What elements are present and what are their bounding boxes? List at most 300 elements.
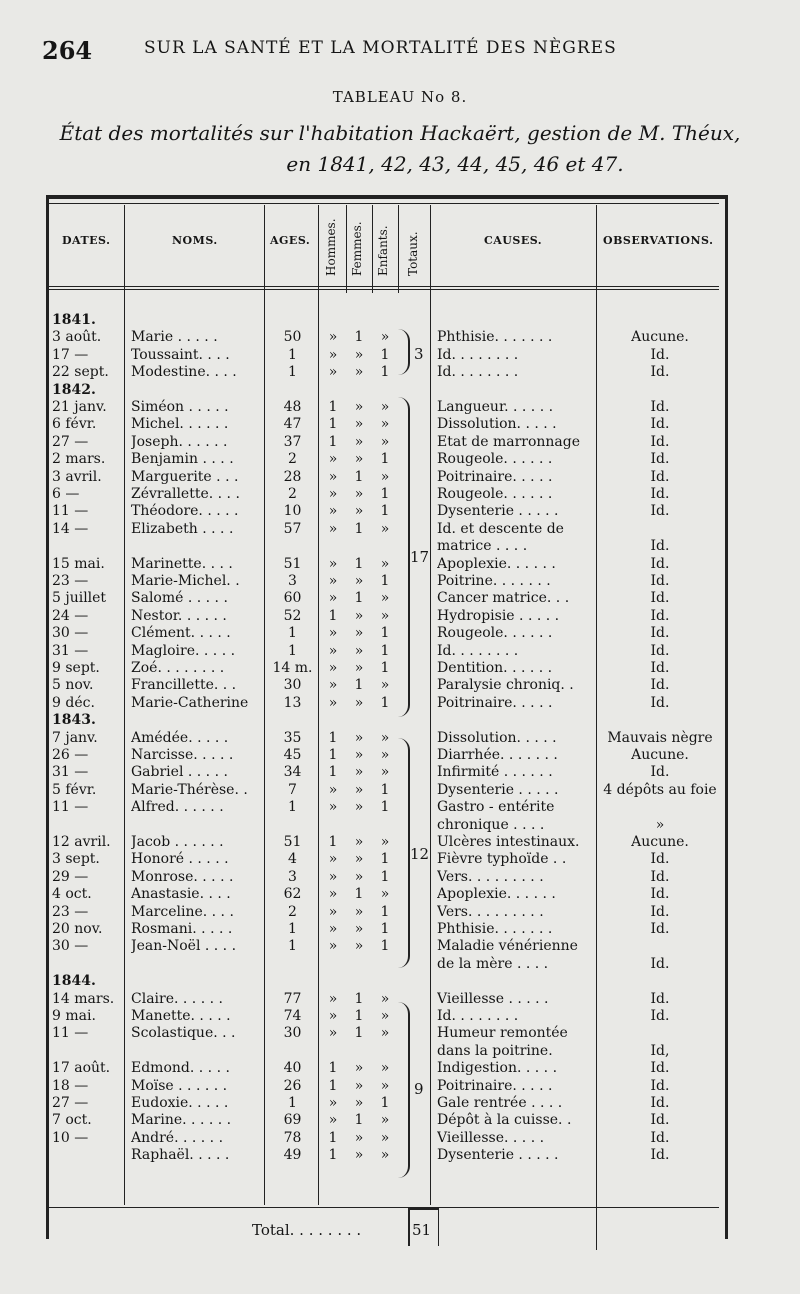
row-hommes: »: [328, 503, 338, 520]
row-cause: Phthisie. . . . . . .: [437, 921, 553, 937]
row-hommes: »: [328, 677, 338, 694]
row-date: 29 —: [52, 868, 89, 885]
row-date: 21 janv.: [52, 399, 107, 415]
row-femmes: »: [354, 451, 364, 468]
header-hommes: Hommes.: [324, 218, 338, 276]
row-femmes: »: [354, 346, 364, 363]
row-age: 40: [283, 1060, 302, 1077]
row-femmes: 1: [354, 468, 364, 485]
row-date: 5 juillet: [52, 590, 107, 607]
row-age: 51: [283, 834, 302, 850]
row-observation: Id.: [650, 1112, 670, 1129]
row-cause: Rougeole. . . . . .: [437, 451, 553, 468]
row-date: 31 —: [52, 642, 89, 659]
row-femmes: 1: [354, 590, 364, 607]
row-name: Edmond. . . . .: [131, 1060, 230, 1077]
row-age: 1: [288, 921, 297, 937]
row-hommes: 1: [328, 399, 338, 415]
row-age: 4: [288, 851, 297, 868]
row-cause: Cancer matrice. . .: [437, 590, 570, 607]
row-age: 1: [288, 938, 297, 955]
row-femmes: »: [354, 642, 364, 659]
row-hommes: »: [328, 781, 338, 798]
row-hommes: 1: [328, 747, 338, 763]
row-enfants: »: [380, 1008, 390, 1024]
row-date: 7 oct.: [52, 1112, 92, 1129]
row-cause: Dysenterie . . . . .: [437, 503, 559, 520]
row-name: Marinette. . . .: [131, 555, 233, 572]
row-observation: Id.: [650, 642, 670, 659]
row-cause: Vers. . . . . . . . .: [437, 903, 544, 920]
bracket-1843: [398, 738, 410, 968]
row-age: 2: [288, 486, 297, 502]
row-enfants: »: [380, 590, 390, 607]
row-observation: Id.: [650, 660, 670, 676]
row-name: Amédée. . . . .: [131, 729, 229, 746]
header-femmes: Femmes.: [350, 221, 364, 276]
row-enfants: 1: [380, 903, 390, 920]
row-hommes: »: [328, 468, 338, 485]
row-hommes: »: [328, 921, 338, 937]
row-name: Claire. . . . . .: [131, 990, 223, 1007]
row-age: 26: [283, 1077, 302, 1094]
row-name: Benjamin . . . .: [131, 451, 234, 468]
row-date: 5 nov.: [52, 677, 94, 694]
row-date: 27 —: [52, 1095, 89, 1111]
row-hommes: »: [328, 486, 338, 502]
row-femmes: »: [354, 938, 364, 955]
row-cause: Dissolution. . . . .: [437, 729, 557, 746]
row-age: 34: [283, 764, 302, 781]
row-cause: Maladie vénérienne: [437, 938, 578, 955]
row-date: 10 —: [52, 1129, 89, 1146]
row-femmes: 1: [354, 1025, 364, 1042]
row-date: 3 sept.: [52, 851, 100, 868]
row-observation: Id.: [650, 486, 670, 502]
bracket-1844: [398, 1002, 410, 1178]
year-heading: 1841.: [52, 312, 96, 328]
row-name: Anastasie. . . .: [131, 886, 231, 903]
row-hommes: »: [328, 938, 338, 955]
total-value: 51: [412, 1221, 432, 1239]
table-title-years: en 1841, 42, 43, 44, 45, 46 et 47.: [286, 152, 624, 176]
row-hommes: »: [328, 1095, 338, 1111]
row-name: André. . . . . .: [131, 1129, 224, 1146]
row-femmes: 1: [354, 1008, 364, 1024]
row-enfants: 1: [380, 781, 390, 798]
row-cause: Dépôt à la cuisse. .: [437, 1112, 572, 1129]
row-hommes: »: [328, 903, 338, 920]
row-hommes: 1: [328, 433, 338, 450]
row-femmes: »: [354, 729, 364, 746]
row-date: 17 août.: [52, 1060, 111, 1077]
row-name: Marie-Michel. .: [131, 573, 240, 589]
row-name: Honoré . . . . .: [131, 851, 229, 868]
row-age: 30: [283, 1025, 302, 1042]
row-femmes: »: [354, 1077, 364, 1094]
row-name: Manette. . . . .: [131, 1008, 231, 1024]
header-dates: DATES.: [62, 234, 111, 247]
row-observation: Id.: [650, 573, 670, 589]
bracket-1841: [398, 329, 410, 375]
row-age: 77: [283, 990, 302, 1007]
row-name: Salomé . . . . .: [131, 590, 228, 607]
row-cause: Langueur. . . . . .: [437, 399, 554, 415]
row-cause: Id. et descente de: [437, 520, 564, 537]
row-femmes: 1: [354, 677, 364, 694]
row-date: 26 —: [52, 747, 89, 763]
row-cause: Poitrine. . . . . . .: [437, 573, 551, 589]
row-hommes: 1: [328, 416, 338, 433]
row-enfants: 1: [380, 921, 390, 937]
row-observation: Aucune.: [631, 834, 689, 850]
row-name: Jacob . . . . . .: [131, 834, 224, 850]
row-observation: Id.: [650, 538, 670, 555]
row-observation: Id.: [650, 955, 670, 972]
row-observation: Id.: [650, 1077, 670, 1094]
row-hommes: »: [328, 590, 338, 607]
row-age: 50: [283, 329, 302, 346]
row-cause: de la mère . . . .: [437, 955, 549, 972]
row-date: 3 août.: [52, 329, 102, 346]
row-enfants: »: [380, 729, 390, 746]
row-femmes: »: [354, 799, 364, 816]
row-cause: Indigestion. . . . .: [437, 1060, 558, 1077]
row-hommes: »: [328, 451, 338, 468]
row-age: 62: [283, 886, 302, 903]
row-name: Marceline. . . .: [131, 903, 234, 920]
row-enfants: 1: [380, 868, 390, 885]
row-name: Marie-Catherine: [131, 694, 249, 711]
row-enfants: 1: [380, 486, 390, 502]
header-noms: NOMS.: [172, 234, 218, 247]
row-hommes: »: [328, 868, 338, 885]
row-date: 3 avril.: [52, 468, 102, 485]
row-enfants: 1: [380, 346, 390, 363]
row-hommes: »: [328, 799, 338, 816]
row-femmes: 1: [354, 329, 364, 346]
row-cause: Gastro - entérite: [437, 799, 555, 816]
row-name: Eudoxie. . . . .: [131, 1095, 229, 1111]
row-age: 74: [283, 1008, 302, 1024]
row-hommes: »: [328, 555, 338, 572]
row-femmes: »: [354, 764, 364, 781]
row-cause: chronique . . . .: [437, 816, 545, 833]
row-name: Raphaël. . . . .: [131, 1147, 230, 1164]
row-cause: Poitrinaire. . . . .: [437, 468, 553, 485]
year-heading: 1842.: [52, 381, 96, 398]
row-enfants: »: [380, 1060, 390, 1077]
row-cause: Vers. . . . . . . . .: [437, 868, 544, 885]
row-femmes: »: [354, 1147, 364, 1164]
row-date: 31 —: [52, 764, 89, 781]
row-enfants: »: [380, 886, 390, 903]
row-hommes: »: [328, 329, 338, 346]
row-cause: Hydropisie . . . . .: [437, 607, 560, 624]
row-cause: Phthisie. . . . . . .: [437, 329, 553, 346]
row-name: Narcisse. . . . .: [131, 747, 234, 763]
row-age: 7: [288, 781, 297, 798]
row-observation: Id.: [650, 1095, 670, 1111]
table-bottom-rule: [49, 1207, 719, 1208]
row-age: 3: [288, 573, 297, 589]
row-observation: Id.: [650, 555, 670, 572]
row-name: Francillette. . .: [131, 677, 237, 694]
row-date: 14 —: [52, 520, 89, 537]
frame-inner-rule: [49, 203, 719, 204]
row-age: 69: [283, 1112, 302, 1129]
row-enfants: »: [380, 1112, 390, 1129]
row-cause: Poitrinaire. . . . .: [437, 694, 553, 711]
row-name: Marine. . . . . .: [131, 1112, 232, 1129]
row-hommes: 1: [328, 1060, 338, 1077]
row-date: 9 mai.: [52, 1008, 96, 1024]
row-age: 1: [288, 625, 297, 642]
row-cause: Poitrinaire. . . . .: [437, 1077, 553, 1094]
row-hommes: »: [328, 1112, 338, 1129]
col-divider: [372, 205, 373, 293]
row-hommes: »: [328, 520, 338, 537]
row-femmes: »: [354, 851, 364, 868]
row-hommes: »: [328, 642, 338, 659]
row-date: 27 —: [52, 433, 89, 450]
table-number: TABLEAU No 8.: [332, 88, 468, 106]
row-date: 17 —: [52, 346, 89, 363]
row-cause: Id. . . . . . . .: [437, 364, 519, 381]
table-row: [0, 973, 800, 990]
row-date: 5 févr.: [52, 781, 97, 798]
row-date: 20 nov.: [52, 921, 103, 937]
row-age: 28: [283, 468, 302, 485]
header-totaux: Totaux.: [406, 231, 420, 276]
row-name: Zévrallette. . . .: [131, 486, 240, 502]
row-femmes: »: [354, 399, 364, 415]
row-age: 2: [288, 451, 297, 468]
row-observation: Id.: [650, 868, 670, 885]
bracket-1842: [398, 397, 410, 717]
row-observation: Aucune.: [631, 329, 689, 346]
row-cause: Dysenterie . . . . .: [437, 781, 559, 798]
row-observation: Id.: [650, 1060, 670, 1077]
header-ages: AGES.: [270, 234, 311, 247]
row-date: 9 sept.: [52, 660, 100, 676]
row-enfants: 1: [380, 660, 390, 676]
row-name: Marguerite . . .: [131, 468, 239, 485]
row-femmes: 1: [354, 886, 364, 903]
row-name: Marie-Thérèse. .: [131, 781, 248, 798]
row-enfants: »: [380, 677, 390, 694]
row-enfants: »: [380, 468, 390, 485]
row-observation: Id.: [650, 903, 670, 920]
row-cause: Dentition. . . . . .: [437, 660, 553, 676]
row-cause: Infirmité . . . . . .: [437, 764, 553, 781]
row-name: Moïse . . . . . .: [131, 1077, 228, 1094]
row-hommes: »: [328, 886, 338, 903]
row-hommes: 1: [328, 764, 338, 781]
row-observation: Id.: [650, 346, 670, 363]
row-date: 9 déc.: [52, 694, 95, 711]
row-date: 6 févr.: [52, 416, 97, 433]
row-hommes: »: [328, 573, 338, 589]
row-femmes: 1: [354, 520, 364, 537]
row-observation: Id.: [650, 886, 670, 903]
row-hommes: »: [328, 1008, 338, 1024]
row-cause: Vieillesse. . . . .: [437, 1129, 545, 1146]
row-date: 22 sept.: [52, 364, 109, 381]
row-date: 6 —: [52, 486, 80, 502]
row-name: Michel. . . . . .: [131, 416, 229, 433]
row-hommes: 1: [328, 1077, 338, 1094]
row-age: 45: [283, 747, 302, 763]
row-cause: Apoplexie. . . . . .: [437, 555, 556, 572]
row-age: 3: [288, 868, 297, 885]
row-observation: Id.: [650, 451, 670, 468]
year-heading: 1843.: [52, 712, 96, 729]
table-row: [0, 382, 800, 399]
row-age: 1: [288, 346, 297, 363]
row-age: 2: [288, 903, 297, 920]
row-femmes: »: [354, 1060, 364, 1077]
row-femmes: »: [354, 694, 364, 711]
row-age: 51: [283, 555, 302, 572]
subtotal-1842: 17: [410, 548, 430, 566]
row-cause: Etat de marronnage: [437, 433, 581, 450]
row-femmes: »: [354, 747, 364, 763]
total-label: Total. . . . . . . .: [252, 1221, 362, 1239]
row-enfants: »: [380, 764, 390, 781]
row-name: Toussaint. . . .: [131, 346, 230, 363]
row-date: 30 —: [52, 938, 89, 955]
row-cause: Dissolution. . . . .: [437, 416, 557, 433]
row-age: 14 m.: [272, 660, 313, 676]
row-cause: Humeur remontée: [437, 1025, 568, 1042]
row-observation: Id.: [650, 364, 670, 381]
running-head: SUR LA SANTÉ ET LA MORTALITÉ DES NÈGRES: [144, 38, 617, 58]
row-age: 48: [283, 399, 302, 415]
row-femmes: 1: [354, 1112, 364, 1129]
subtotal-1844: 9: [414, 1080, 424, 1098]
row-observation: Id.: [650, 990, 670, 1007]
year-heading: 1844.: [52, 973, 96, 990]
row-cause: Id. . . . . . . .: [437, 642, 519, 659]
row-enfants: »: [380, 747, 390, 763]
row-name: Zoé. . . . . . . .: [131, 660, 225, 676]
row-enfants: »: [380, 1025, 390, 1042]
row-enfants: 1: [380, 451, 390, 468]
row-date: 7 janv.: [52, 729, 98, 746]
row-femmes: »: [354, 868, 364, 885]
row-age: 30: [283, 677, 302, 694]
row-name: Gabriel . . . . .: [131, 764, 228, 781]
row-name: Siméon . . . . .: [131, 399, 229, 415]
row-name: Nestor. . . . . .: [131, 607, 227, 624]
row-observation: Id.: [650, 468, 670, 485]
row-femmes: »: [354, 486, 364, 502]
row-enfants: »: [380, 416, 390, 433]
row-observation: Id.: [650, 851, 670, 868]
row-observation: Id.: [650, 399, 670, 415]
row-hommes: »: [328, 364, 338, 381]
row-name: Alfred. . . . . .: [131, 799, 224, 816]
row-age: 37: [283, 433, 302, 450]
row-enfants: »: [380, 1147, 390, 1164]
row-date: 30 —: [52, 625, 89, 642]
row-enfants: 1: [380, 625, 390, 642]
row-femmes: »: [354, 433, 364, 450]
row-hommes: 1: [328, 607, 338, 624]
row-cause: Diarrhée. . . . . . .: [437, 747, 558, 763]
row-date: 15 mai.: [52, 555, 105, 572]
row-enfants: 1: [380, 1095, 390, 1111]
row-observation: Id.: [650, 590, 670, 607]
col-divider: [346, 205, 347, 293]
row-age: 1: [288, 642, 297, 659]
row-hommes: 1: [328, 834, 338, 850]
row-femmes: »: [354, 503, 364, 520]
row-femmes: »: [354, 1095, 364, 1111]
row-age: 47: [283, 416, 302, 433]
row-enfants: 1: [380, 503, 390, 520]
row-hommes: »: [328, 990, 338, 1007]
row-name: Joseph. . . . . .: [131, 433, 228, 450]
row-cause: dans la poitrine.: [437, 1042, 553, 1059]
row-femmes: »: [354, 573, 364, 589]
row-observation: Id.: [650, 503, 670, 520]
row-observation: Id.: [650, 1129, 670, 1146]
row-enfants: »: [380, 329, 390, 346]
header-enfants: Enfants.: [376, 225, 390, 276]
row-observation: Id.: [650, 694, 670, 711]
row-age: 13: [283, 694, 302, 711]
row-name: Théodore. . . . .: [131, 503, 239, 520]
row-cause: Fièvre typhoïde . .: [437, 851, 567, 868]
row-cause: Rougeole. . . . . .: [437, 625, 553, 642]
row-enfants: »: [380, 607, 390, 624]
row-name: Scolastique. . .: [131, 1025, 236, 1042]
row-date: 11 —: [52, 799, 89, 816]
row-enfants: »: [380, 433, 390, 450]
row-enfants: 1: [380, 573, 390, 589]
row-femmes: »: [354, 781, 364, 798]
row-date: 23 —: [52, 903, 89, 920]
row-hommes: 1: [328, 1147, 338, 1164]
row-observation: Id.: [650, 416, 670, 433]
row-enfants: 1: [380, 364, 390, 381]
row-observation: Id.: [650, 607, 670, 624]
row-hommes: »: [328, 1025, 338, 1042]
row-age: 10: [283, 503, 302, 520]
row-date: 23 —: [52, 573, 89, 589]
row-observation: Aucune.: [631, 747, 689, 763]
row-observation: Id.: [650, 1147, 670, 1164]
row-enfants: »: [380, 1077, 390, 1094]
row-femmes: »: [354, 1129, 364, 1146]
row-age: 1: [288, 364, 297, 381]
row-enfants: »: [380, 834, 390, 850]
row-femmes: 1: [354, 555, 364, 572]
row-cause: Dysenterie . . . . .: [437, 1147, 559, 1164]
row-femmes: »: [354, 625, 364, 642]
row-enfants: 1: [380, 938, 390, 955]
row-name: Modestine. . . .: [131, 364, 237, 381]
row-name: Clément. . . . .: [131, 625, 231, 642]
row-femmes: 1: [354, 990, 364, 1007]
row-enfants: »: [380, 399, 390, 415]
row-date: 2 mars.: [52, 451, 106, 468]
row-observation: Id,: [650, 1042, 670, 1059]
row-enfants: »: [380, 555, 390, 572]
row-hommes: 1: [328, 729, 338, 746]
